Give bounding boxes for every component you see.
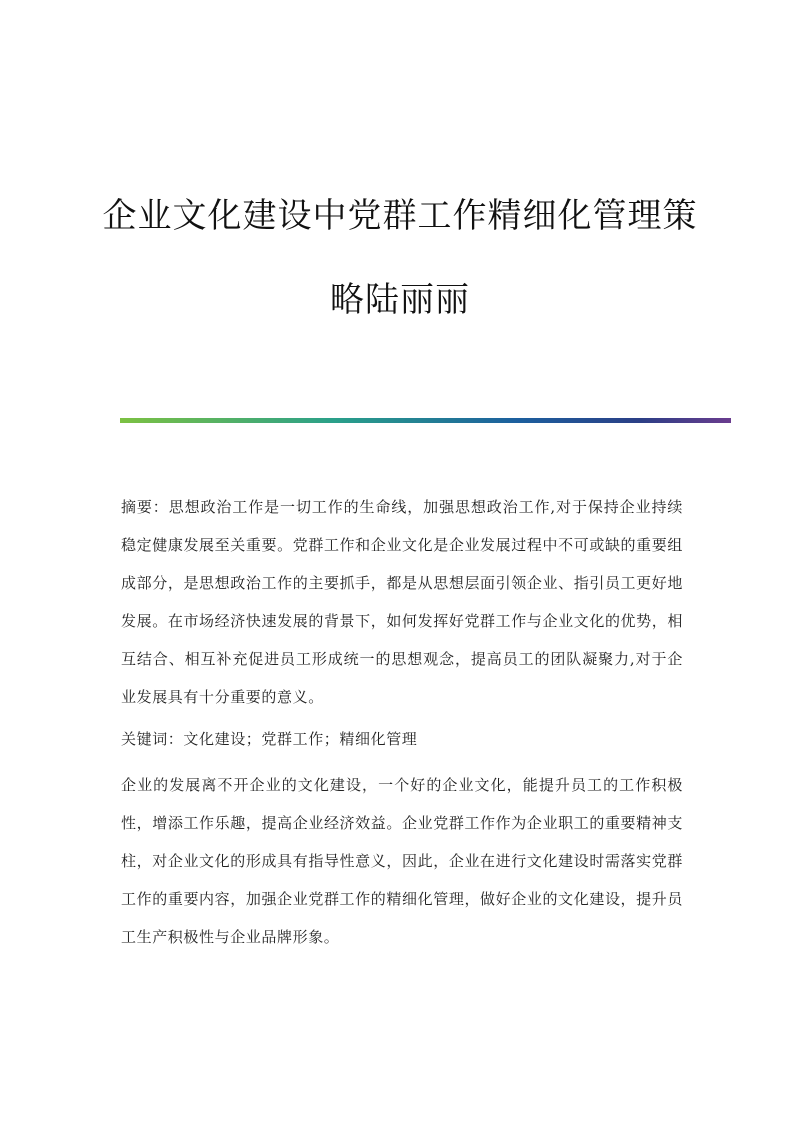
keywords-paragraph: 关键词：文化建设；党群工作；精细化管理 [121,730,418,748]
document-body [121,488,683,960]
document-title: 企业文化建设中党群工作精细化管理策 [102,196,698,236]
abstract-paragraph: 摘要：思想政治工作是一切工作的生命线，加强思想政治工作,对于保持企业持续稳定健康发展至关重要。党群工作和企业文化是企业发展过程中不可或缺的重要组成部分，是思想政治工作的主要抓手，都是从思想层面引领企业、指引员工更好地发展。在市场经济快速发展的背景下，如何发挥好党群工作与企业文化的优势，相互结合、相互补充促进员工形成统一的思想观念，提高员工的团队凝聚力,对于企业发展具有十分重要的意义。 [121,498,683,706]
gradient-divider [120,418,731,423]
body-paragraph: 企业的发展离不开企业的文化建设，一个好的企业文化，能提升员工的工作积极性，增添工作乐趣，提高企业经济效益。企业党群工作作为企业职工的重要精神支柱，对企业文化的形成具有指导性意义，因此，企业在进行文化建设时需落实党群工作的重要内容，加强企业党群工作的精细化管理，做好企业的文化建设，提升员工生产积极性与企业品牌形象。 [121,776,683,946]
document-title-continued: 略陆丽丽 [330,280,470,320]
